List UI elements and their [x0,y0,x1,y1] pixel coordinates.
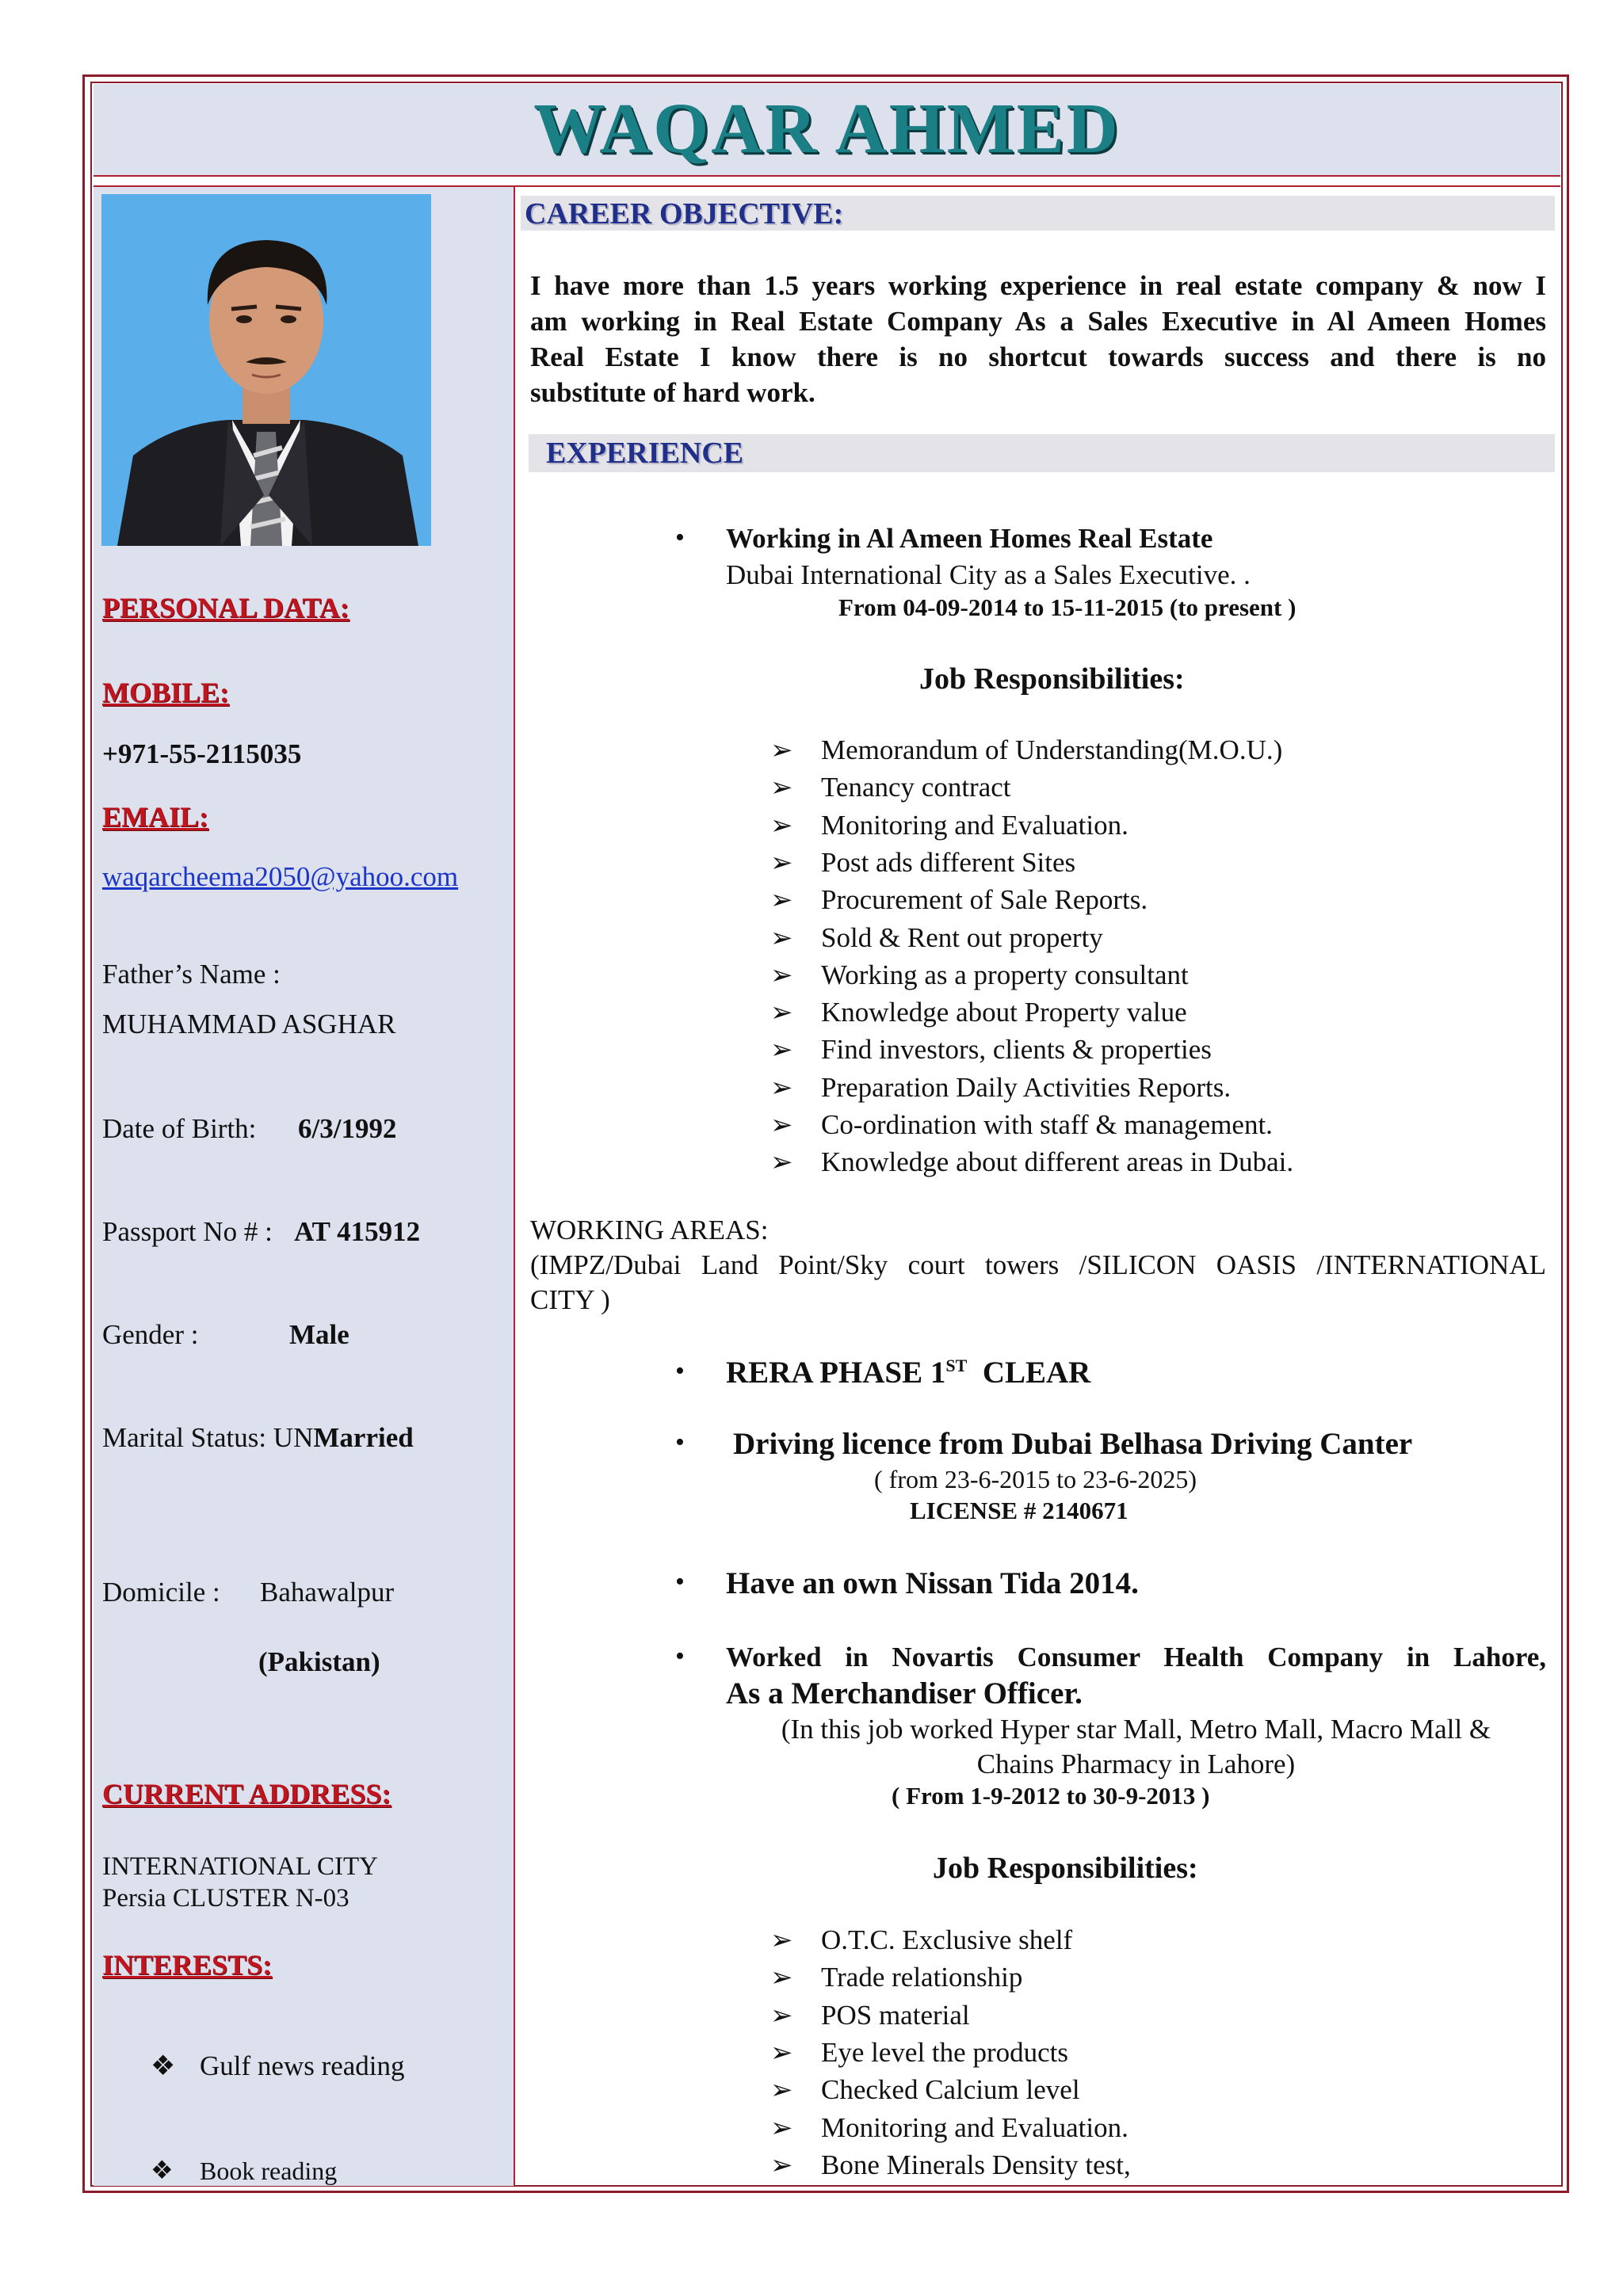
bullet-icon: • [675,1567,685,1596]
responsibility-item: Knowledge about Property value [821,997,1187,1028]
domicile-label: Domicile : [102,1577,220,1608]
interest-bullet-icon: ❖ [151,2156,174,2184]
current-address-heading: CURRENT ADDRESS: [102,1778,391,1810]
column-divider [514,187,515,2186]
marital-status-value: Married [313,1422,414,1453]
dob-value: 6/3/1992 [298,1113,397,1144]
objective-line: I have more than 1.5 years working experience in real estate company & now I [530,270,1546,301]
working-areas-line-1: (IMPZ/Dubai Land Point/Sky court towers /SILICON OASIS /INTERNATIONAL [530,1249,1546,1280]
arrow-bullet-icon: ➢ [770,923,793,953]
arrow-bullet-icon: ➢ [770,773,793,803]
rera-text: RERA PHASE 1 [726,1356,946,1390]
rera-status [726,1355,1090,1390]
personal-data-heading: PERSONAL DATA: [102,592,349,624]
arrow-bullet-icon: ➢ [770,810,793,841]
responsibility-item: Tenancy contract [821,772,1011,803]
responsibility-item: Post ads different Sites [821,846,1076,878]
job2-description-line-1: (In this job worked Hyper star Mall, Metro Mall, Macro Mall & [781,1714,1491,1745]
responsibility-item: Memorandum of Understanding(M.O.U.) [821,734,1283,765]
interests-heading: INTERESTS: [102,1949,273,1981]
bullet-icon: • [675,1642,685,1671]
responsibility-item: Co-ordination with staff & management. [821,1109,1273,1140]
mobile-heading: MOBILE: [102,677,230,708]
responsibility-item: Preparation Daily Activities Reports. [821,1071,1232,1103]
passport-label: Passport No # : [102,1216,273,1247]
interest-item: Book reading [200,2157,338,2185]
job2-period: ( From 1-9-2012 to 30-9-2013 ) [892,1782,1210,1810]
domicile-value: Bahawalpur [260,1577,395,1608]
arrow-bullet-icon: ➢ [770,2150,793,2180]
job1-location: Dubai International City as a Sales Executive. . [726,559,1251,590]
license-number: LICENSE # 2140671 [910,1497,1128,1524]
arrow-bullet-icon: ➢ [770,2000,793,2031]
objective-line: substitute of hard work. [530,377,815,408]
marital-status-prefix: Marital Status: UN [102,1422,314,1453]
arrow-bullet-icon: ➢ [770,1148,793,1178]
dob-label: Date of Birth: [102,1113,257,1144]
interest-item: Gulf news reading [200,2050,405,2081]
job1-responsibilities-title: Job Responsibilities: [919,662,1185,696]
objective-title: CAREER OBJECTIVE: [525,197,844,231]
email-heading: EMAIL: [102,801,208,833]
bullet-icon: • [675,1428,685,1457]
father-name-value: MUHAMMAD ASGHAR [102,1009,396,1039]
responsibility-item: O.T.C. Exclusive shelf [821,1924,1073,1955]
objective-line: Real Estate I know there is no shortcut towards success and there is no [530,341,1546,372]
bullet-icon: • [675,1356,685,1386]
interest-bullet-icon: ❖ [151,2050,176,2081]
driving-licence: Driving licence from Dubai Belhasa Driving Canter [733,1427,1413,1461]
arrow-bullet-icon: ➢ [770,960,793,990]
objective-line: am working in Real Estate Company As a Sales Executive in Al Ameen Homes [530,306,1546,337]
car-ownership: Have an own Nissan Tida 2014. [726,1566,1139,1600]
job2-responsibilities-title: Job Responsibilities: [933,1852,1198,1885]
arrow-bullet-icon: ➢ [770,886,793,916]
responsibility-item: Bone Minerals Density test, [821,2149,1131,2180]
arrow-bullet-icon: ➢ [770,848,793,878]
marital-status-label [102,1422,414,1454]
job2-title: Worked in Novartis Consumer Health Company in Lahore, [726,1642,1546,1672]
arrow-bullet-icon: ➢ [770,1035,793,1066]
arrow-bullet-icon: ➢ [770,2038,793,2068]
experience-title: EXPERIENCE [546,437,744,470]
email-link[interactable]: waqarcheema2050@yahoo.com [102,861,459,892]
responsibility-item: Find investors, clients & properties [821,1034,1212,1066]
mobile-number: +971-55-2115035 [102,738,302,769]
job2-description-line-2: Chains Pharmacy in Lahore) [976,1749,1296,1779]
arrow-bullet-icon: ➢ [770,736,793,765]
name-header [94,84,1560,177]
responsibility-item: Procurement of Sale Reports. [821,884,1148,916]
responsibility-item: Monitoring and Evaluation. [821,2111,1128,2143]
responsibility-item: Working as a property consultant [821,959,1189,990]
address-line-2: Persia CLUSTER N-03 [102,1884,349,1913]
bullet-icon: • [675,523,685,552]
working-areas-label: WORKING AREAS: [530,1215,769,1245]
driving-period: ( from 23-6-2015 to 23-6-2025) [874,1465,1197,1493]
rera-superscript: ST [945,1356,968,1375]
arrow-bullet-icon: ➢ [770,1926,793,1955]
arrow-bullet-icon: ➢ [770,2076,793,2106]
objective-text [530,268,1546,410]
arrow-bullet-icon: ➢ [770,1111,793,1140]
job2-role: As a Merchandiser Officer. [726,1676,1083,1711]
responsibility-item: Eye level the products [821,2036,1068,2068]
arrow-bullet-icon: ➢ [770,2113,793,2143]
job1-title: Working in Al Ameen Homes Real Estate [726,523,1213,554]
arrow-bullet-icon: ➢ [770,998,793,1028]
rera-clear: CLEAR [982,1356,1091,1390]
gender-value: Male [289,1319,349,1350]
candidate-name: WAQAR AHMED [533,90,1121,168]
responsibility-item: POS material [821,1999,970,2031]
responsibility-item: Checked Calcium level [821,2074,1080,2106]
passport-value: AT 415912 [294,1216,421,1247]
domicile-country: (Pakistan) [258,1646,380,1677]
father-name-label: Father’s Name : [102,959,281,990]
responsibility-item: Knowledge about different areas in Dubai. [821,1146,1294,1178]
working-areas-line-2: CITY ) [530,1284,610,1315]
arrow-bullet-icon: ➢ [770,1073,793,1103]
job1-period: From 04-09-2014 to 15-11-2015 (to present ) [838,593,1296,621]
arrow-bullet-icon: ➢ [770,1963,793,1993]
responsibility-item: Trade relationship [821,1962,1023,1993]
responsibility-item: Sold & Rent out property [821,921,1103,953]
address-line-1: INTERNATIONAL CITY [102,1852,378,1881]
responsibility-item: Monitoring and Evaluation. [821,809,1128,841]
gender-label: Gender : [102,1319,199,1350]
profile-photo [101,194,431,546]
